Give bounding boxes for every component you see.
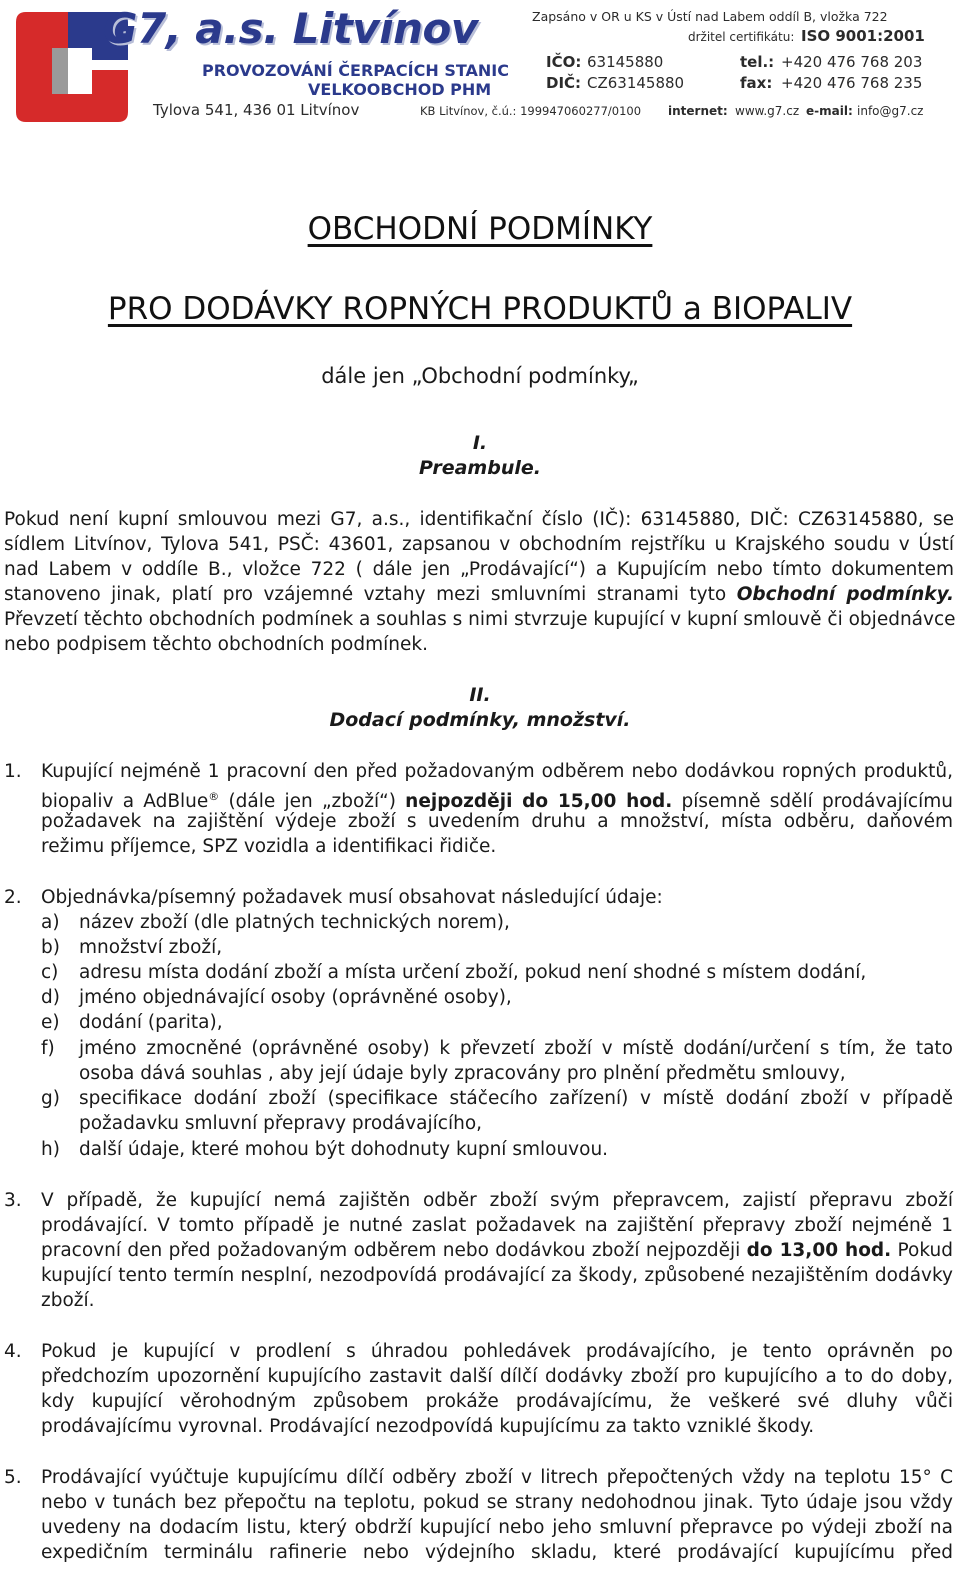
preamble-line bbox=[4, 582, 954, 607]
web-link[interactable]: www.g7.cz bbox=[735, 104, 800, 118]
section-1-number: I. bbox=[472, 432, 488, 454]
dic-value: CZ63145880 bbox=[587, 74, 685, 92]
fax-value: +420 476 768 235 bbox=[781, 74, 923, 92]
sub-item-label: d) bbox=[41, 987, 60, 1008]
cert-value: ISO 9001:2001 bbox=[801, 27, 925, 45]
item-2-intro: Objednávka/písemný požadavek musí obsahovat následující údaje: bbox=[41, 887, 663, 908]
list-number: 2. bbox=[4, 887, 22, 908]
item-1-deadline: nejpozději do 15,00 hod. bbox=[405, 791, 673, 813]
sub-item-text: množství zboží, bbox=[79, 937, 223, 958]
list-number: 4. bbox=[4, 1341, 22, 1362]
item-3-line bbox=[41, 1238, 953, 1263]
item-4-line: předchozím upozornění kupujícího zastavit další dílčí dodávky zboží pro kupujícího a to do doby, bbox=[41, 1366, 953, 1387]
sub-item-text: dodání (parita), bbox=[79, 1012, 223, 1033]
email-label: e-mail: bbox=[806, 104, 853, 118]
sub-item-label: h) bbox=[41, 1139, 60, 1160]
item-1-text: biopaliv a AdBlue bbox=[41, 791, 209, 813]
list-number: 3. bbox=[4, 1190, 22, 1211]
ico-label: IČO: bbox=[546, 53, 582, 71]
tel-value: +420 476 768 203 bbox=[781, 53, 923, 71]
item-3-line: kupující tento termín nesplní, nezodpovídá prodávající za škody, způsobené nezajištěním dodávky bbox=[41, 1265, 953, 1286]
item-3-line: prodávající. V tomto případě je nutné zaslat požadavek na zajištění přepravy zboží nejméně 1 bbox=[41, 1215, 953, 1236]
list-number: 1. bbox=[4, 761, 22, 782]
list-number: 5. bbox=[4, 1467, 22, 1488]
item-1-text: (dále jen „zboží“) bbox=[219, 791, 406, 813]
sub-item-text: jméno zmocněné (oprávněné osoby) k převzetí zboží v místě dodání/určení s tím, že tato bbox=[79, 1038, 953, 1059]
section-2-number: II. bbox=[469, 684, 491, 706]
document-title: OBCHODNÍ PODMÍNKY bbox=[307, 211, 653, 247]
sub-item-label: c) bbox=[41, 962, 59, 983]
fax-label: fax: bbox=[740, 74, 773, 92]
sub-item-text: specifikace dodání zboží (specifikace stáčecího zařízení) v místě dodání zboží v případě bbox=[79, 1088, 953, 1109]
sub-item-label: b) bbox=[41, 937, 60, 958]
preamble-line: Převzetí těchto obchodních podmínek a souhlas s nimi stvrzuje kupující v kupní smlouvě či objednávce bbox=[4, 609, 956, 630]
email-link[interactable]: info@g7.cz bbox=[857, 104, 924, 118]
item-1-text: písemně sdělí prodávajícímu bbox=[672, 791, 953, 813]
section-2-title: Dodací podmínky, množství. bbox=[329, 709, 631, 731]
company-address: Tylova 541, 436 01 Litvínov bbox=[153, 101, 360, 119]
letterhead bbox=[0, 0, 960, 135]
preamble-line: nad Labem v oddíle B., vložce 722 ( dále jen „Prodávající“) a Kupujícím nebo tímto dokumentem bbox=[4, 559, 954, 580]
sub-item-text: další údaje, které mohou být dohodnuty kupní smlouvou. bbox=[79, 1139, 609, 1160]
item-1-line: režimu příjemce, SPZ vozidla a identifikaci řidiče. bbox=[41, 836, 497, 857]
sub-item-label: f) bbox=[41, 1038, 55, 1059]
item-3-line: zboží. bbox=[41, 1290, 95, 1311]
company-bank: KB Litvínov, č.ú.: 19994706027​7/0100 bbox=[420, 104, 642, 118]
preamble-text: stanoveno jinak, platí pro vzájemné vztahy mezi smluvními stranami tyto bbox=[4, 584, 737, 605]
item-3-text: Pokud bbox=[891, 1240, 953, 1261]
item-4-line: kdy kupující věrohodným způsobem prokáže prodávajícímu, že veškeré své dluhy vůči bbox=[41, 1391, 953, 1412]
preamble-line: nebo podpisem těchto obchodních podmínek. bbox=[4, 634, 428, 655]
item-4-line: prodávajícímu vyrovnal. Prodávající nezodpovídá kupujícímu za takto vzniklé škody. bbox=[41, 1416, 815, 1437]
ico-value: 63145880 bbox=[587, 53, 664, 71]
dic-label: DIČ: bbox=[546, 74, 582, 92]
item-1-line: Kupující nejméně 1 pracovní den před požadovaným odběrem nebo dodávkou ropných produktů, bbox=[41, 761, 953, 782]
item-5-line: Prodávající vyúčtuje kupujícímu dílčí odběry zboží v litrech přepočtených vždy na teplotu 15° C bbox=[41, 1467, 953, 1488]
registry-note: Zapsáno v OR u KS v Ústí nad Labem oddíl B, vložka 722 bbox=[532, 9, 888, 24]
item-5-line: expedičním terminálu rafinerie nebo výdejního skladu, které prodávající kupujícímu před bbox=[41, 1542, 953, 1563]
section-1-title: Preambule. bbox=[419, 457, 541, 479]
item-3-text: pracovní den před požadovaným odběrem nebo dodávkou zboží nejpozději bbox=[41, 1240, 747, 1261]
cert-label: držitel certifikátu: bbox=[688, 30, 795, 44]
company-name: G7, a.s. Litvínov bbox=[103, 4, 478, 53]
item-4-line: Pokud je kupující v prodlení s úhradou pohledávek prodávajícího, je tento oprávněn po bbox=[41, 1341, 953, 1362]
item-3-deadline: do 13,00 hod. bbox=[746, 1240, 892, 1261]
sub-item-text: jméno objednávající osoby (oprávněné osoby), bbox=[79, 987, 512, 1008]
item-3-line: V případě, že kupující nemá zajištěn odběr zboží svým přepravcem, zajistí přepravu zboží bbox=[41, 1190, 953, 1211]
preamble-emphasis: Obchodní podmínky. bbox=[736, 584, 955, 605]
sub-item-text: osoba dává souhlas , aby její údaje byly zpracovány pro plnění předmětu smlouvy, bbox=[79, 1063, 846, 1084]
item-5-line: uvedeny na dodacím listu, který obdrží kupující nebo jeho smluvní přepravce po výdeji zboží na bbox=[41, 1517, 953, 1538]
item-5-line: nebo v tunách bez přepočtu na teplotu, pokud se strany nedohodnou jinak. Tyto údaje jsou vždy bbox=[41, 1492, 953, 1513]
sub-item-label: e) bbox=[41, 1012, 60, 1033]
company-tagline-1: PROVOZOVÁNÍ ČERPACÍCH STANIC bbox=[202, 61, 509, 80]
registered-mark: ® bbox=[208, 790, 220, 803]
web-label: internet: bbox=[668, 104, 728, 118]
tel-label: tel.: bbox=[740, 53, 775, 71]
sub-item-text: požadavku smluvní přepravy prodávajícího, bbox=[79, 1113, 483, 1134]
sub-item-label: a) bbox=[41, 912, 60, 933]
item-1-line: požadavek na zajištění výdeje zboží s uvedením druhu a množství, místa odběru, daňovém bbox=[41, 811, 953, 832]
preamble-line: Pokud není kupní smlouvou mezi G7, a.s., identifikační číslo (IČ): 63145880, DIČ: CZ63145880, se bbox=[4, 509, 954, 530]
document-subtitle-title: PRO DODÁVKY ROPNÝCH PRODUKTŮ a BIOPALIV bbox=[107, 291, 853, 327]
document-alias: dále jen „Obchodní podmínky„ bbox=[321, 364, 639, 388]
company-tagline-2: VELKOOBCHOD PHM bbox=[308, 80, 492, 99]
sub-item-label: g) bbox=[41, 1088, 60, 1109]
sub-item-text: název zboží (dle platných technických norem), bbox=[79, 912, 510, 933]
preamble-line: sídlem Litvínov, Tylova 541, PSČ: 43601, zapsanou v obchodním rejstříku u Krajského soudu v Ústí bbox=[4, 534, 954, 555]
sub-item-text: adresu místa dodání zboží a místa určení zboží, pokud není shodné s místem dodání, bbox=[79, 962, 867, 983]
